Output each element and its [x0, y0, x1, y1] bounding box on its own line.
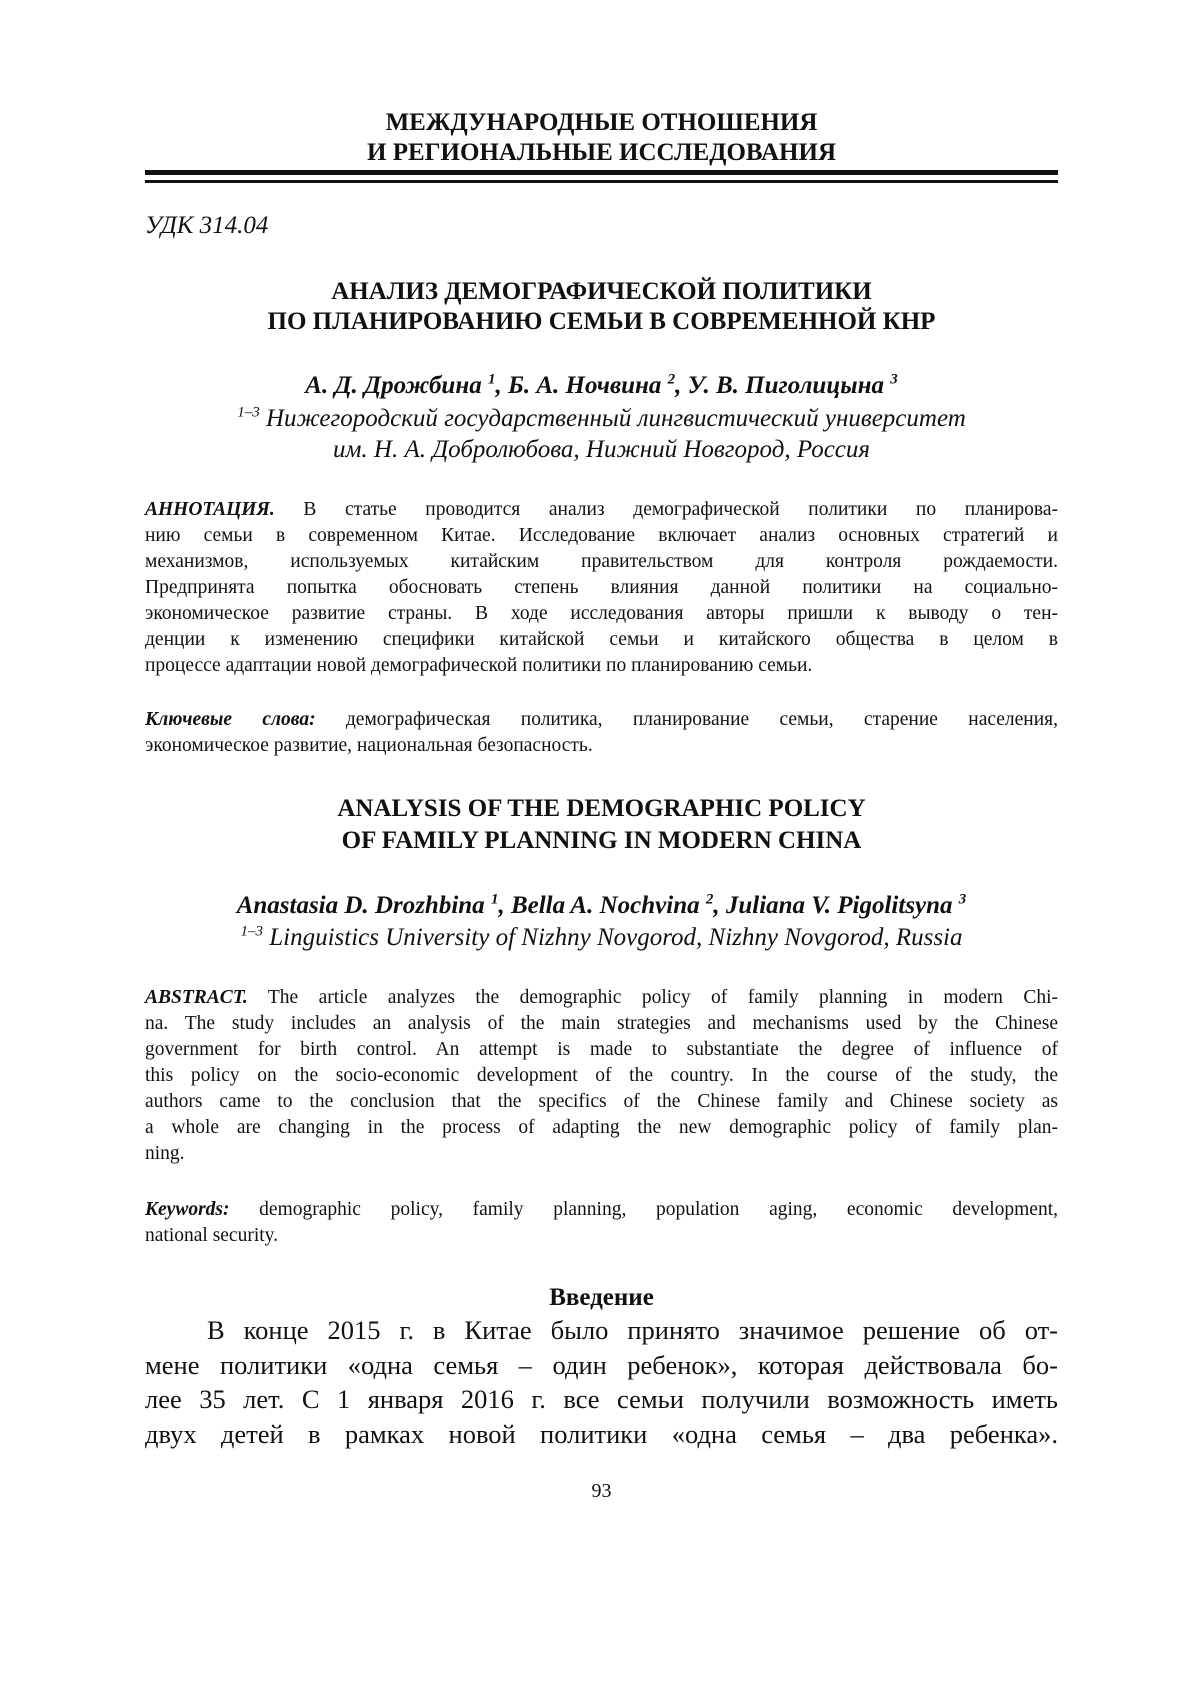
- author: А. Д. Дрожбина: [305, 372, 481, 399]
- affiliation-line: Нижегородский государственный лингвистический университет: [266, 405, 966, 432]
- abstract-label: АННОТАЦИЯ.: [145, 499, 275, 520]
- en-title-line: OF FAMILY PLANNING IN MODERN CHINA: [145, 825, 1058, 857]
- affiliation-sup: 1–3: [240, 924, 263, 940]
- abstract-line: this policy on the socio-economic development of the country. In the course of the study, the: [145, 1063, 1058, 1089]
- abstract-line: Предпринята попытка обосновать степень влияния данной политики на социально-: [145, 575, 1058, 601]
- affiliation-line: Linguistics University of Nizhny Novgorod, Nizhny Novgorod, Russia: [269, 924, 962, 951]
- en-authors: Anastasia D. Drozhbina 1, Bella A. Nochvina 2, Juliana V. Pigolitsyna 3: [145, 891, 1058, 921]
- author: Б. А. Ночвина: [508, 372, 661, 399]
- abstract-line: na. The study includes an analysis of the main strategies and mechanisms used by the Chinese: [145, 1011, 1058, 1037]
- author-sup: 3: [890, 372, 898, 388]
- keywords-line: демографическая политика, планирование семьи, старение населения,: [316, 709, 1058, 730]
- intro-line: мене политики «одна семья – один ребенок», которая действовала бо-: [145, 1348, 1058, 1383]
- intro-line: двух детей в рамках новой политики «одна семья – два ребенка».: [145, 1417, 1058, 1452]
- author-sup: 1: [491, 892, 499, 908]
- intro-paragraph: [145, 1313, 1058, 1451]
- ru-abstract: [145, 497, 1058, 679]
- author-sup: 2: [668, 372, 676, 388]
- abstract-line: government for birth control. An attempt is made to substantiate the degree of influence of: [145, 1037, 1058, 1063]
- abstract-line: процессе адаптации новой демографической политики по планированию семьи.: [145, 653, 1058, 679]
- en-abstract: [145, 985, 1058, 1167]
- header-rule-thick: [145, 170, 1058, 175]
- author: Anastasia D. Drozhbina: [237, 892, 485, 919]
- abstract-line: a whole are changing in the process of adapting the new demographic policy of family plan-: [145, 1115, 1058, 1141]
- author: Bella A. Nochvina: [511, 892, 700, 919]
- keywords-label: Keywords:: [145, 1199, 230, 1220]
- author-sup: 2: [706, 892, 714, 908]
- keywords-line: national security.: [145, 1223, 1058, 1249]
- abstract-label: ABSTRACT.: [145, 987, 248, 1008]
- author-sup: 1: [488, 372, 496, 388]
- ru-title-line: АНАЛИЗ ДЕМОГРАФИЧЕСКОЙ ПОЛИТИКИ: [145, 277, 1058, 307]
- header-rule-thin: [145, 180, 1058, 183]
- keywords-line: экономическое развитие, национальная безопасность.: [145, 733, 1058, 759]
- intro-line: лее 35 лет. С 1 января 2016 г. все семьи получили возможность иметь: [145, 1382, 1058, 1417]
- en-title: [145, 793, 1058, 857]
- author-sup: 3: [959, 892, 967, 908]
- intro-line: В конце 2015 г. в Китае было принято значимое решение об от-: [145, 1313, 1058, 1348]
- page-number: 93: [145, 1480, 1058, 1503]
- en-title-line: ANALYSIS OF THE DEMOGRAPHIC POLICY: [145, 793, 1058, 825]
- author: У. В. Пиголицына: [688, 372, 884, 399]
- affiliation-sup: 1–3: [237, 405, 260, 421]
- affiliation-line: им. Н. А. Добролюбова, Нижний Новгород, Россия: [145, 434, 1058, 465]
- keywords-label: Ключевые слова:: [145, 709, 316, 730]
- abstract-line: нию семьи в современном Китае. Исследование включает анализ основных стратегий и: [145, 523, 1058, 549]
- intro-heading: Введение: [145, 1283, 1058, 1313]
- ru-title-line: ПО ПЛАНИРОВАНИЮ СЕМЬИ В СОВРЕМЕННОЙ КНР: [145, 307, 1058, 337]
- en-keywords: [145, 1197, 1058, 1249]
- abstract-line: механизмов, используемых китайским правительством для контроля рождаемости.: [145, 549, 1058, 575]
- ru-keywords: [145, 707, 1058, 759]
- udk: УДК 314.04: [145, 211, 1058, 241]
- author: Juliana V. Pigolitsyna: [726, 892, 953, 919]
- section-header-line: И РЕГИОНАЛЬНЫЕ ИССЛЕДОВАНИЯ: [145, 138, 1058, 168]
- abstract-line: экономическое развитие страны. В ходе исследования авторы пришли к выводу о тен-: [145, 601, 1058, 627]
- abstract-line: В статье проводится анализ демографической политики по планирова-: [275, 499, 1058, 520]
- ru-authors: А. Д. Дрожбина 1, Б. А. Ночвина 2, У. В. Пиголицына 3: [145, 371, 1058, 401]
- abstract-line: ning.: [145, 1141, 1058, 1167]
- en-affiliation: [145, 923, 1058, 953]
- abstract-line: The article analyzes the demographic policy of family planning in modern Chi-: [248, 987, 1058, 1008]
- abstract-line: денции к изменению специфики китайской семьи и китайского общества в целом в: [145, 627, 1058, 653]
- section-header: [145, 108, 1058, 168]
- section-header-line: МЕЖДУНАРОДНЫЕ ОТНОШЕНИЯ: [145, 108, 1058, 138]
- ru-title: [145, 277, 1058, 337]
- abstract-line: authors came to the conclusion that the specifics of the Chinese family and Chinese society as: [145, 1089, 1058, 1115]
- ru-affiliation: [145, 403, 1058, 465]
- keywords-line: demographic policy, family planning, population aging, economic development,: [230, 1199, 1059, 1220]
